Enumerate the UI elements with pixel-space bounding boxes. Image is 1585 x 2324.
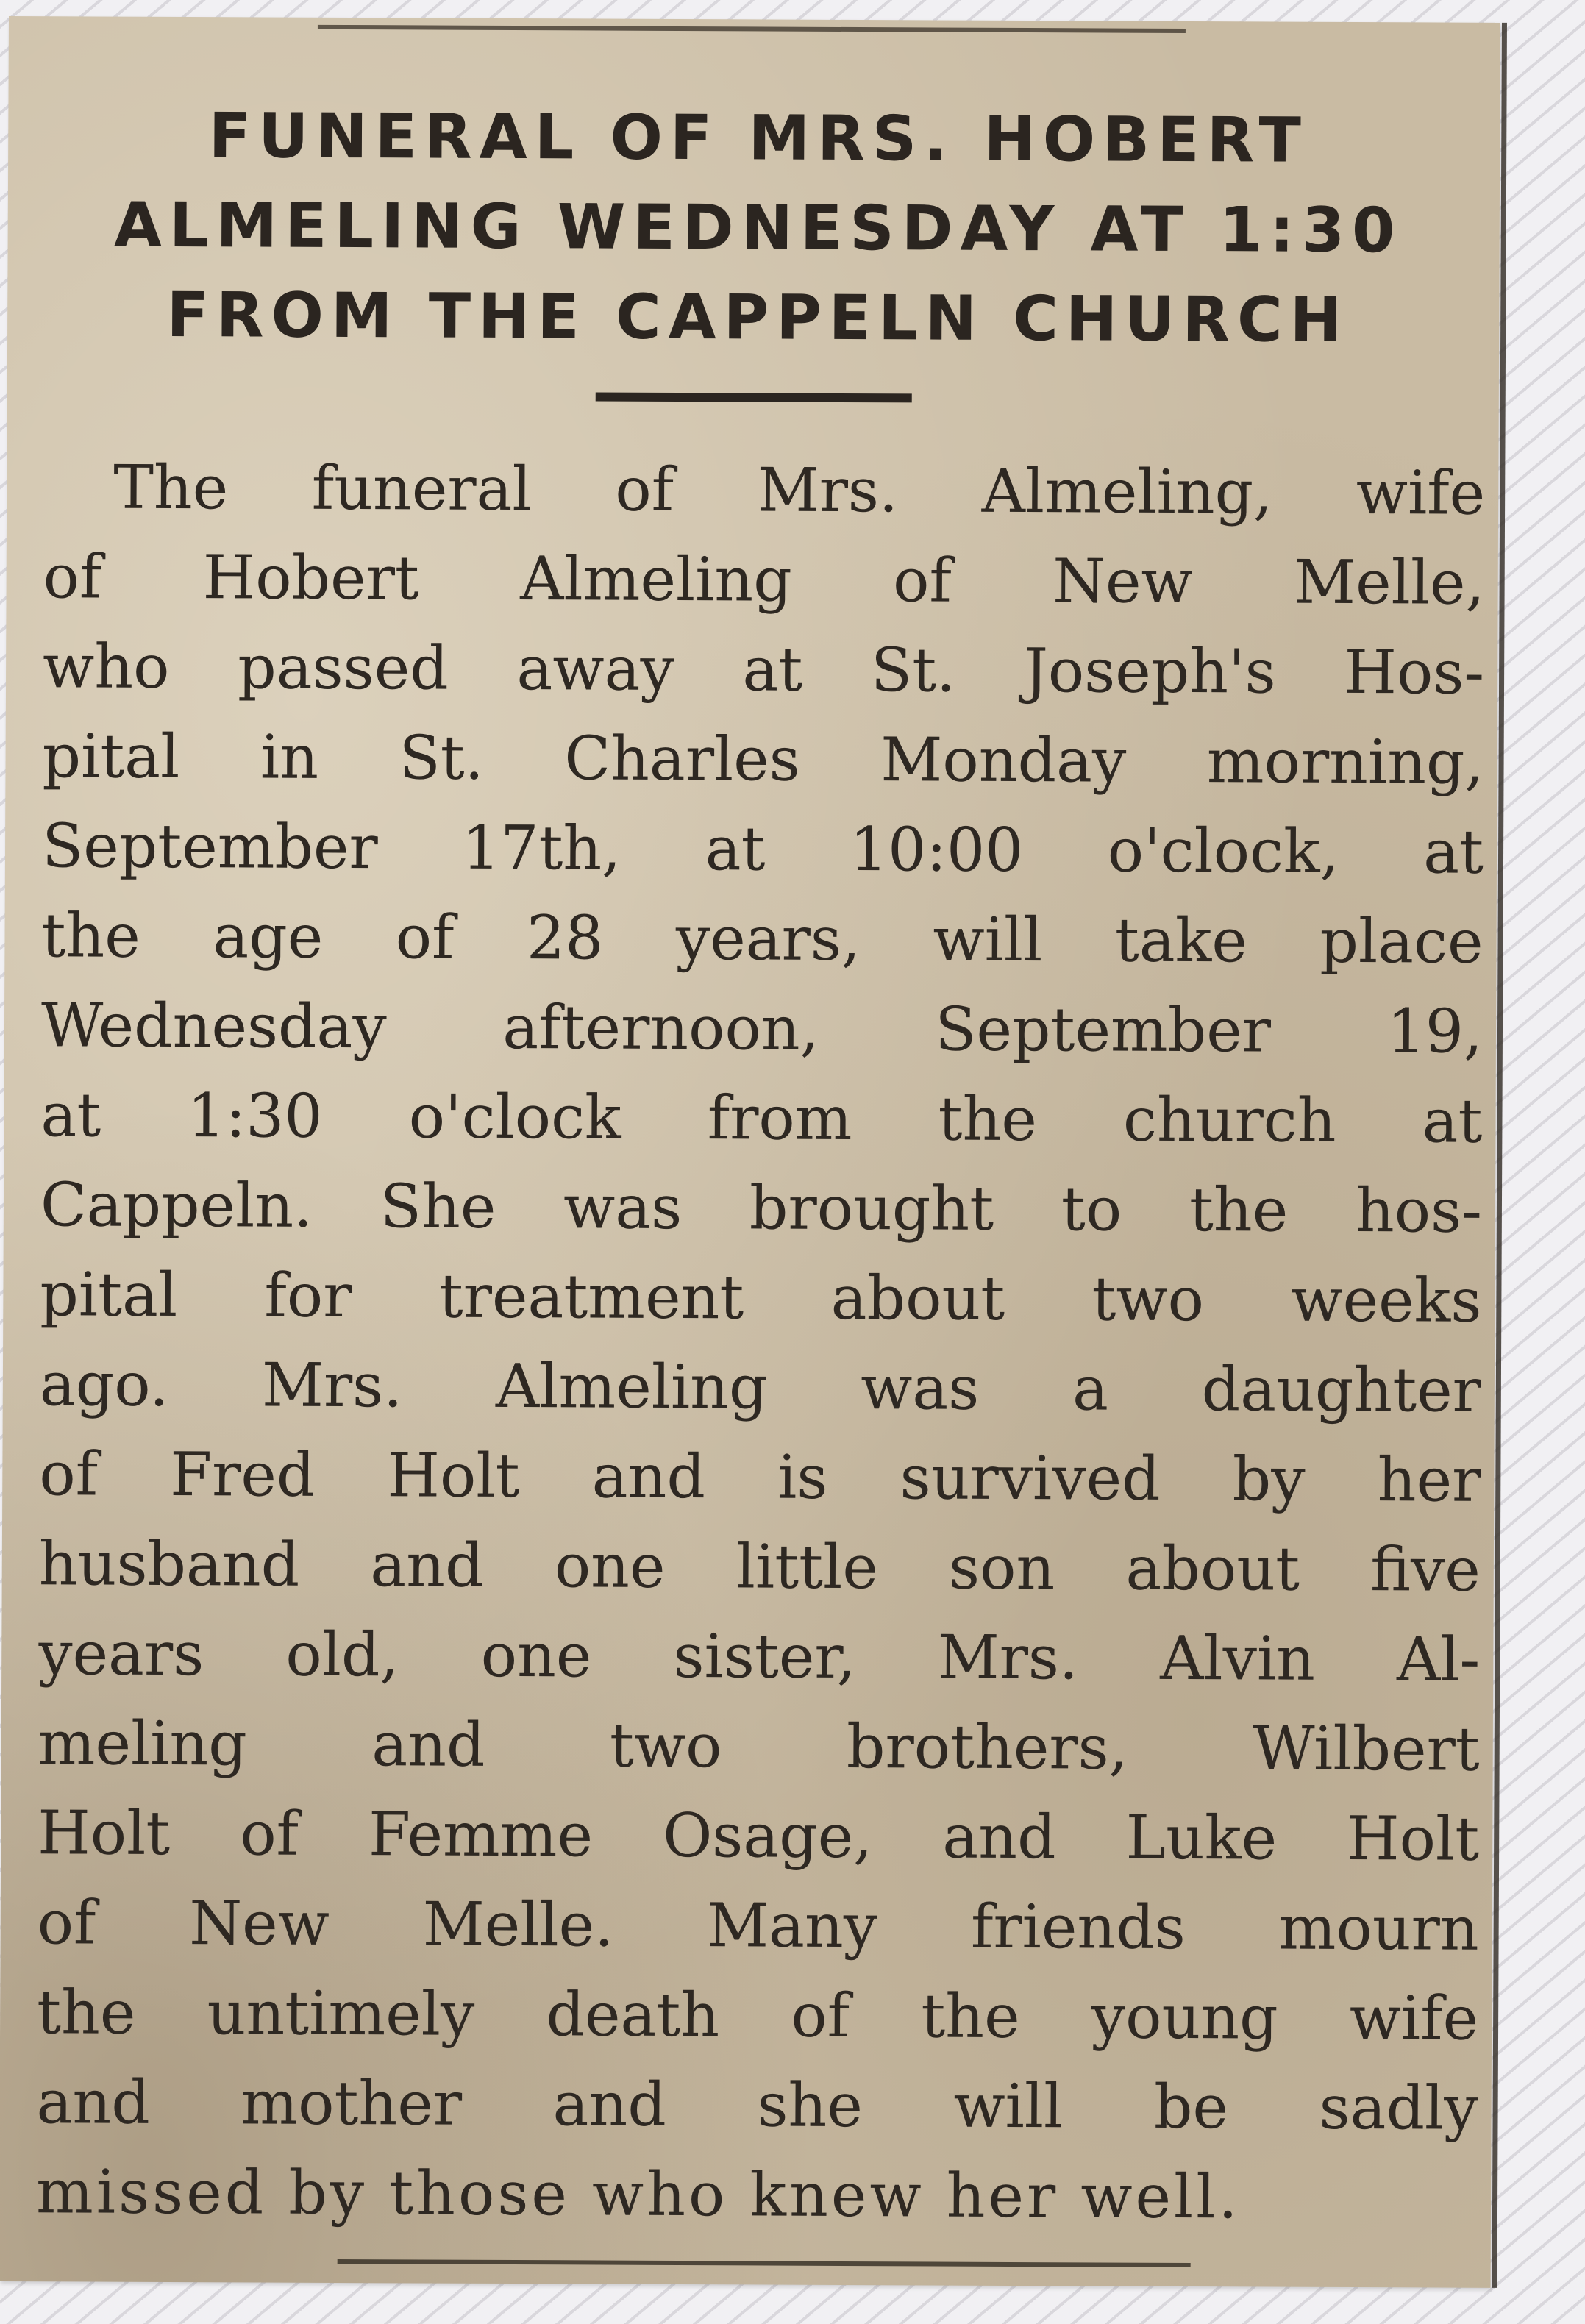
- body-line: Holt of Femme Osage, and Luke Holt: [38, 1798, 1480, 1875]
- body-line: pital in St. Charles Monday morning,: [42, 721, 1484, 798]
- body-line: September 17th, at 10:00 o'clock, at: [41, 811, 1484, 888]
- headline-line: FUNERAL OF MRS. HOBERT: [208, 99, 1308, 177]
- headline: [37, 90, 1480, 366]
- body-line: Cappeln. She was brought to the hos-: [40, 1170, 1483, 1247]
- top-rule: [318, 25, 1186, 33]
- body-line: and mother and she will be sadly: [36, 2067, 1478, 2144]
- article-body: [36, 443, 1486, 2244]
- body-line: the untimely death of the young wife: [36, 1978, 1479, 2054]
- body-line: missed by those who knew her well.: [35, 2157, 1241, 2233]
- body-line: The funeral of Mrs. Almeling, wife: [113, 452, 1486, 529]
- headline-line: ALMELING WEDNESDAY AT 1:30: [113, 188, 1403, 267]
- body-line: at 1:30 o'clock from the church at: [40, 1080, 1483, 1157]
- body-line: who passed away at St. Joseph's Hos-: [42, 632, 1485, 708]
- newspaper-clipping: [0, 16, 1500, 2288]
- body-line: years old, one sister, Mrs. Alvin Al-: [38, 1619, 1481, 1695]
- body-line: Wednesday afternoon, September 19,: [40, 991, 1484, 1067]
- body-line: husband and one little son about five: [38, 1529, 1481, 1605]
- headline-divider: [596, 392, 912, 402]
- body-line: pital for treatment about two weeks: [40, 1260, 1482, 1336]
- body-line: meling and two brothers, Wilbert: [38, 1708, 1480, 1785]
- body-line: of Fred Holt and is survived by her: [39, 1439, 1481, 1516]
- body-line: of Hobert Almeling of New Melle,: [43, 542, 1485, 619]
- body-line: of New Melle. Many friends mourn: [37, 1888, 1479, 1964]
- column-rule: [1492, 23, 1507, 2288]
- body-line: ago. Mrs. Almeling was a daughter: [39, 1350, 1482, 1426]
- body-line: the age of 28 years, will take place: [41, 901, 1484, 977]
- headline-line: FROM THE CAPPELN CHURCH: [166, 278, 1350, 356]
- bottom-rule: [338, 2259, 1191, 2267]
